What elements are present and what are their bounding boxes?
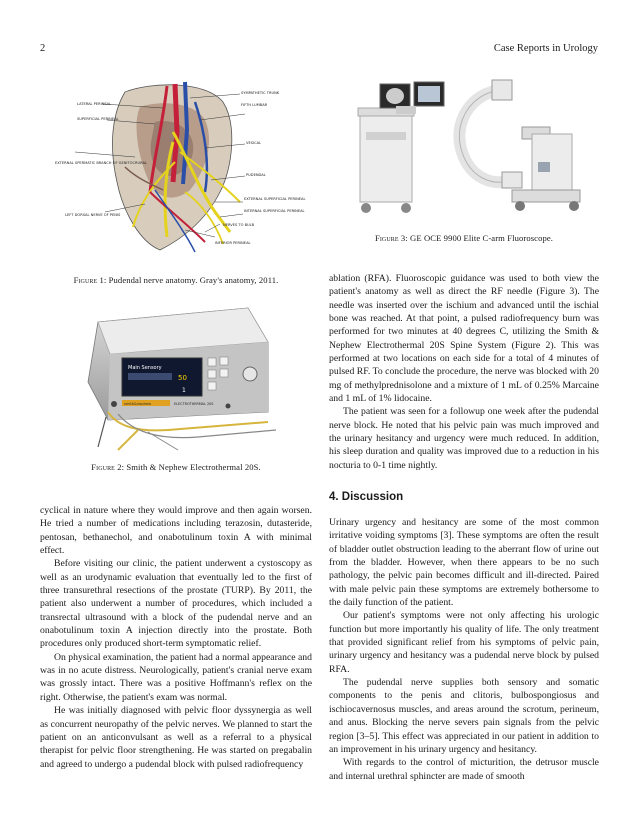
section-heading-discussion: 4. Discussion (329, 491, 404, 503)
device-brand: smith&nephew (124, 402, 152, 406)
device-display-value: 50 (178, 374, 187, 382)
paragraph: Urinary urgency and hesitancy are some of the most common irritative voiding symptoms [3]. These symptoms are often the result of bladder outlet obstruction leading to the aberrant flow of urine out from the bladder. However, when there appears to be no such pathology, the pelvic pain becomes difficult and ill-directed. Paired with male pelvic pain these symptoms are extremely bothersome to the daily function of the patient. (329, 517, 599, 609)
paragraph: Our patient's symptoms were not only affecting his urologic function but more importantly his quality of life. The only treatment that provided significant relief from his symptoms of pelvic pain, urinary urgency and hesitancy was a pudendal nerve block by pulsed RFA. (329, 610, 599, 675)
fig1-label: LATERAL PERINEAL (77, 102, 112, 106)
fig1-label: INTERNAL SUPERFICIAL PERINEAL (244, 209, 305, 213)
fig1-label: SYMPATHETIC TRUNK (241, 91, 280, 95)
figure-2-rf-generator-photo (78, 302, 278, 452)
fig1-label: EXTERNAL SUPERFICIAL PERINEAL (244, 197, 306, 201)
figure-3-caption (329, 233, 599, 243)
figure-2-label: Figure 2: (91, 462, 125, 472)
fig1-label: SUPERFICIAL PERINEAL (77, 117, 119, 121)
fig1-label: NERVES TO BULB (223, 223, 255, 227)
figure-1-caption (40, 275, 312, 285)
figure-3-caption-text: GE OCE 9900 Elite C-arm Fluoroscope. (407, 233, 554, 243)
device-model: ELECTROTHERMAL 20S (174, 402, 214, 406)
paragraph: He was initially diagnosed with pelvic floor dyssynergia as well as concurrent neuropathy of the pelvic nerves. We planned to start the patient on an anticonvulsant as well as a referral to a physical therapist for pelvic floor strengthening. He was started on pregabalin and agreed to undergo a pudendal block with pulsed radiofrequency (40, 705, 312, 770)
fig1-label: EXTERNAL SPERMATIC BRANCH OF GENITOCRURAL (55, 161, 147, 165)
journal-title: Case Reports in Urology (493, 43, 598, 54)
figure-2-caption-text: Smith & Nephew Electrothermal 20S. (124, 462, 261, 472)
figure-1-label: Figure 1: (73, 275, 107, 285)
paragraph: The patient was seen for a followup one week after the pudendal nerve block. He noted that his pelvic pain was much improved and the urinary hesitancy and urgency were much reduced. In addition, his sleep duration and quality was improved due to a reduction in his nocturia to 0-1 time nightly. (329, 406, 599, 471)
device-display-title: Main Sensory (128, 365, 162, 371)
paragraph: With regards to the control of micturition, the detrusor muscle and internal urethral sphincter are made of smooth (329, 757, 599, 782)
figure-2-caption (40, 462, 312, 472)
paragraph: On physical examination, the patient had a normal appearance and was in no acute distress. Neurologically, patient's cranial nerve exam was grossly intact. There was a positive Hoffmann's reflex on the right. Otherwise, the patient's exam was normal. (40, 651, 312, 703)
figure-3-c-arm-fluoroscope-photo (352, 72, 592, 222)
paragraph: Before visiting our clinic, the patient underwent a cystoscopy as well as an urodynamic evaluation that eventually led to the first of three transurethral resections of the prostate (TURP). By 2011, the patient also underwent a number of procedures, which included a transrectal ultrasound with a block of the pudendal nerve and an onabotulinum toxin A injection directly into the prostate. Both procedures only produced short-term symptomatic relief. (40, 558, 312, 650)
fig1-label: LEFT DORSAL NERVE OF PENIS (65, 213, 121, 217)
figure-3-label: Figure 3: (374, 233, 408, 243)
right-text-column-discussion (329, 516, 599, 783)
figure-1-caption-text: Pudendal nerve anatomy. Gray's anatomy, 2011. (106, 275, 279, 285)
device-display-value: 1 (182, 387, 186, 394)
paragraph: The pudendal nerve supplies both sensory and somatic components to the penis and clitoris, bulbospongiosus and ischiocavernosus muscles, and areas around the scrotum, perineum, and anus. Blocking the nerve severs pain signals from the pelvic region [3–5]. This effect was appreciated in our patient in addition to an improvement in his urinary urgency and hesitancy. (329, 677, 599, 755)
fig1-label: INFERIOR PERINEAL (215, 241, 251, 245)
paragraph: ablation (RFA). Fluoroscopic guidance was used to both view the patient's anatomy as well as direct the RF needle (Figure 3). The needle was inserted over the ischium and advanced until the ischial bone was reached. At that point, a pulsed radiofrequency burn was performed for two minutes at 40 degrees C, utilizing the Smith & Nephew Electrothermal 20S Spine System (Figure 2). This was performed at two locations on each side for a total of 4 minutes of pulsed RF. To conclude the procedure, the nerve was blocked with 20 mg of methylprednisolone and a mixture of 1 mL of 0.25% Marcaine and 1 mL of 1% lidocaine. (329, 273, 599, 405)
fig1-label: PUDENDAL (246, 173, 266, 177)
fig1-label: VESICAL (246, 141, 262, 145)
right-text-column-top (329, 272, 599, 472)
page-number: 2 (40, 43, 46, 54)
paragraph: cyclical in nature where they would improve and then again worsen. He tried a number of medications including terazosin, dutasteride, pentosan, bethanechol, and onabotulinum toxin A with minimal effect. (40, 505, 312, 557)
fig1-label: FIFTH LUMBAR (241, 103, 268, 107)
figure-1-anatomy-illustration (55, 72, 306, 257)
left-text-column (40, 504, 312, 771)
